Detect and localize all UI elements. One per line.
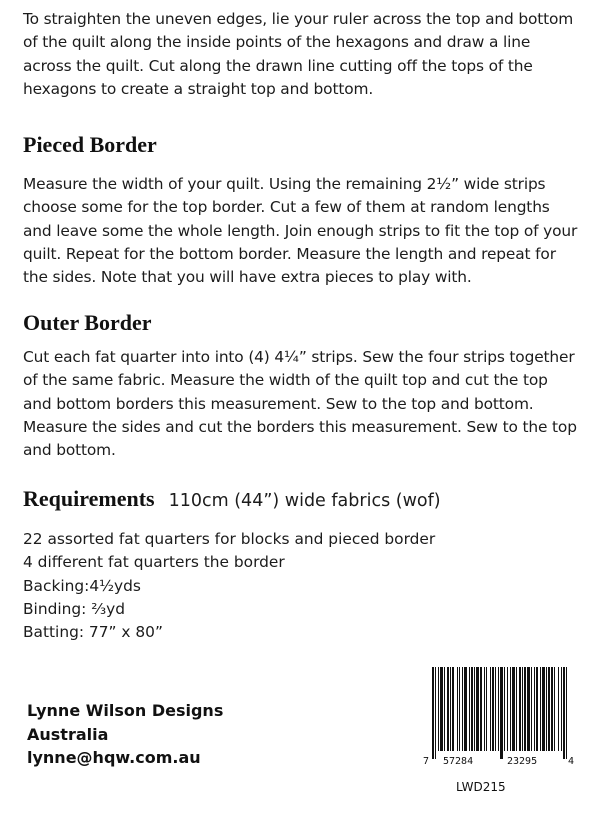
contact-email: lynne@hqw.com.au xyxy=(27,748,201,767)
product-code: LWD215 xyxy=(456,780,506,794)
requirements-title: Requirements xyxy=(23,486,155,511)
barcode-bar xyxy=(484,667,485,751)
barcode-bar xyxy=(490,667,491,751)
barcode-bar xyxy=(531,667,532,751)
requirements-list xyxy=(23,528,435,644)
barcode-bar xyxy=(432,667,434,759)
barcode-bar xyxy=(450,667,451,751)
barcode-bar xyxy=(438,667,439,751)
barcode-bar xyxy=(512,667,515,751)
requirements-item: Batting: 77” x 80” xyxy=(23,623,163,642)
barcode xyxy=(423,667,575,773)
barcode-bar xyxy=(566,667,567,759)
barcode-bar xyxy=(447,667,449,751)
barcode-bar xyxy=(524,667,526,751)
barcode-bar xyxy=(440,667,443,751)
pieced-border-paragraph: Measure the width of your quilt. Using the remaining 2½” wide strips choose some for the top border. Cut a few of them at random lengths and leave some the whole length. Join enough strips to fit the top of your quilt. Repeat for the bottom border. Measure the length and repeat for the sides. Note that you will have extra pieces to play with. xyxy=(23,175,578,287)
requirements-heading xyxy=(23,486,441,512)
pieced-border-heading: Pieced Border xyxy=(23,132,157,157)
barcode-bar xyxy=(469,667,470,751)
barcode-bar xyxy=(527,667,530,751)
barcode-bar xyxy=(492,667,494,751)
barcode-group-right: 23295 xyxy=(507,756,538,767)
barcode-bar xyxy=(551,667,553,751)
barcode-bar xyxy=(563,667,565,759)
barcode-bar xyxy=(486,667,487,751)
barcode-bar xyxy=(480,667,482,751)
barcode-bar xyxy=(464,667,467,751)
barcode-bar xyxy=(471,667,473,751)
barcode-bar xyxy=(519,667,521,751)
intro-paragraph: To straighten the uneven edges, lie your ruler across the top and bottom of the quilt along the inside points of the hexagons and draw a line across the quilt. Cut along the drawn line cutting off the tops of the hexagons to create a straight top and bottom. xyxy=(23,10,574,98)
barcode-bar xyxy=(522,667,523,751)
requirements-item: 4 different fat quarters the border xyxy=(23,553,285,572)
barcode-group-left: 57284 xyxy=(443,756,474,767)
barcode-bar xyxy=(548,667,550,751)
barcode-bar xyxy=(444,667,445,751)
company-name: Lynne Wilson Designs xyxy=(27,701,224,720)
barcode-bar xyxy=(495,667,496,751)
barcode-bar xyxy=(476,667,479,751)
outer-border-heading: Outer Border xyxy=(23,310,152,335)
barcode-bar xyxy=(459,667,460,751)
barcode-bar xyxy=(498,667,499,751)
barcode-bar xyxy=(500,667,503,759)
contact-block xyxy=(27,699,223,770)
barcode-bar xyxy=(474,667,475,751)
barcode-bar xyxy=(504,667,505,751)
barcode-bars xyxy=(426,667,574,759)
barcode-bar xyxy=(507,667,508,751)
barcode-digit-last: 4 xyxy=(568,756,575,767)
barcode-bar xyxy=(536,667,538,751)
requirements-item: Binding: ⅔yd xyxy=(23,599,126,618)
outer-border-paragraph: Cut each fat quarter into into (4) 4¼” strips. Sew the four strips together of the same fabric. Measure the width of the quilt top and cut the top and bottom borders this measurement. Sew to the top and bottom. Measure the sides and cut the borders this measurement. Sew to the top and bottom. xyxy=(23,348,577,460)
requirements-subheading: 110cm (44”) wide fabrics (wof) xyxy=(168,491,441,511)
barcode-bar xyxy=(457,667,458,751)
barcode-bar xyxy=(546,667,547,751)
barcode-bar xyxy=(462,667,463,751)
barcode-bar xyxy=(554,667,555,751)
barcode-bar xyxy=(540,667,541,751)
barcode-bar xyxy=(435,667,436,759)
barcode-bar xyxy=(561,667,562,751)
barcode-bar xyxy=(558,667,559,751)
requirements-item: Backing:4½yds xyxy=(23,576,141,595)
barcode-bar xyxy=(510,667,511,751)
company-country: Australia xyxy=(27,724,109,744)
barcode-bar xyxy=(534,667,535,751)
barcode-bar xyxy=(542,667,545,751)
barcode-digit-first: 7 xyxy=(423,756,430,767)
requirements-item: 22 assorted fat quarters for blocks and pieced border xyxy=(23,530,436,548)
barcode-bar xyxy=(452,667,454,751)
barcode-bar xyxy=(516,667,517,751)
